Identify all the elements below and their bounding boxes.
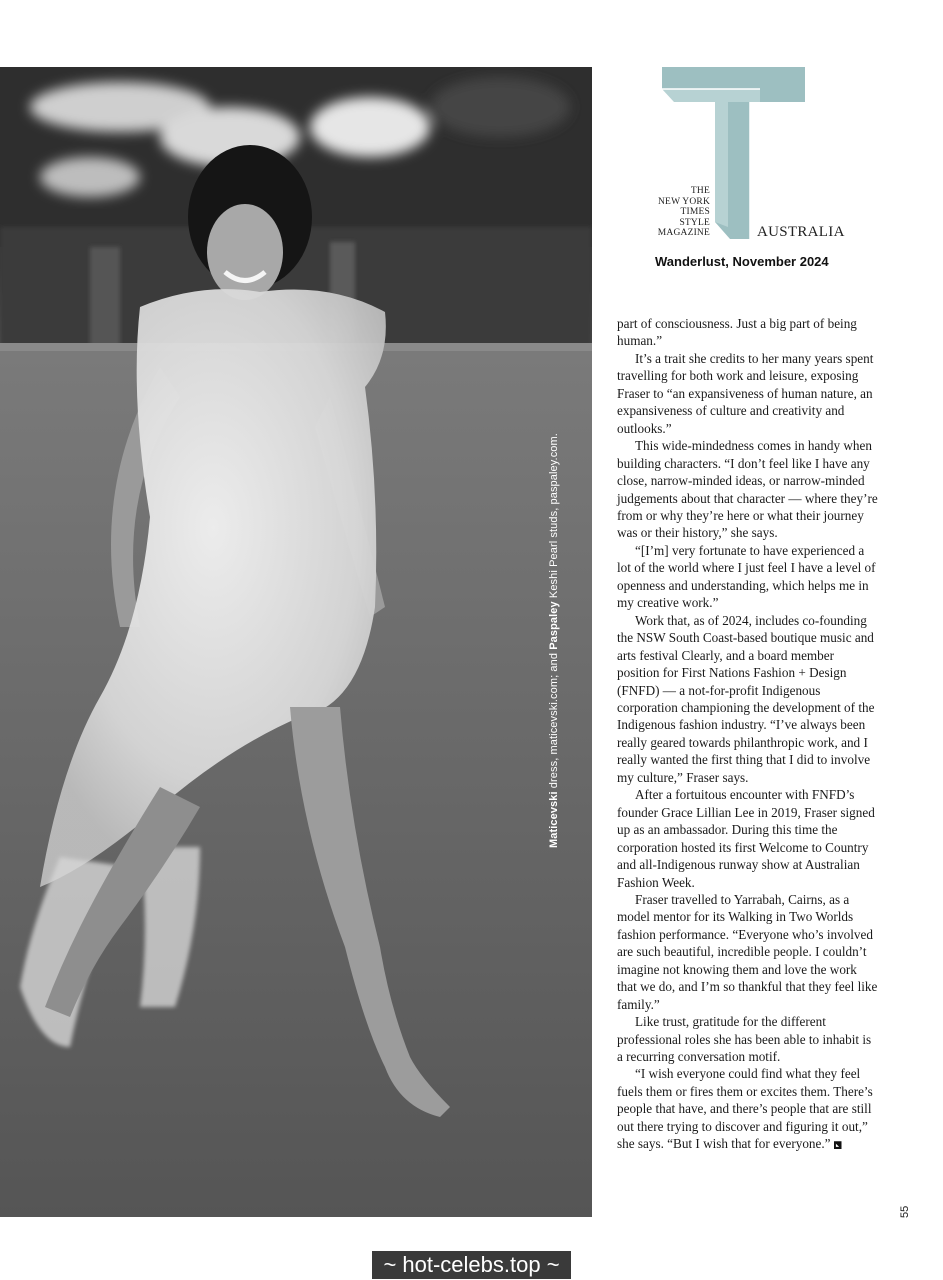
credit-text-2: Keshi Pearl studs, paspaley.com. xyxy=(548,433,560,602)
watermark: ~ hot-celebs.top ~ xyxy=(372,1251,571,1279)
paragraph: Work that, as of 2024, includes co-founding the NSW South Coast-based boutique music and arts festival Clearly, and a board member position for First Nations Fashion + Design (FNFD) — a not-for-profit Indigenous corporation championing the development of the Indigenous fashion industry. “I’ve always been really geared towards philanthropic work, and I really wanted the first thing that I did to involve my culture,” Fraser says. xyxy=(617,612,875,785)
mast-line-5: MAGAZINE xyxy=(657,228,710,238)
issue-line: Wanderlust, November 2024 xyxy=(655,254,829,269)
mast-line-2: NEW YORK xyxy=(658,196,710,207)
paragraph: part of consciousness. Just a big part of being human.” xyxy=(617,316,857,349)
editorial-photo xyxy=(0,67,592,1217)
paragraph-last-text: “I wish everyone could find what they feel fuels them or fires them or excites them. There’s people that have, and there’s people that are still out there trying to discover and figuring it out,” she says. “But I wish that for everyone.” xyxy=(617,1066,873,1152)
page-number: 55 xyxy=(899,1205,911,1218)
t-magazine-logo xyxy=(657,67,845,247)
credit-brand-maticevski: Maticevski xyxy=(548,791,560,848)
nyt-style-magazine-text xyxy=(630,186,710,239)
paragraph: Like trust, gratitude for the different professional roles she has been able to inhabit is a recurring conversation motif. xyxy=(617,1014,872,1065)
paragraph: “[I’m] very fortunate to have experienced a lot of the world where I just feel I have a level of openness and understanding, which helps me in my creative work.” xyxy=(617,542,876,611)
credit-text-1: dress, maticevski.com; and xyxy=(548,649,560,792)
paragraph: It’s a trait she credits to her many years spent travelling for both work and leisure, exposing Fraser to “an expansiveness of human nature, an expansiveness of culture and creativity and outlooks.” xyxy=(617,350,874,436)
article-body xyxy=(617,315,879,1153)
edition-label: AUSTRALIA xyxy=(757,224,845,240)
paragraph: Fraser travelled to Yarrabah, Cairns, as a model mentor for its Walking in Two Worlds fashion performance. “Everyone who’s involved are such beautiful, incredible people. I couldn’t imagine not knowing them and love the work that we do, and I’m so thankful that they feel like family.” xyxy=(617,891,878,1012)
mast-line-1: THE xyxy=(690,186,710,196)
paragraph: This wide-mindedness comes in handy when building characters. “I don’t feel like I have any close, narrow-minded ideas, or narrow-minded judgements about that character — where they’re from or why they’re here or what their journey was or their history,” she says. xyxy=(617,438,878,541)
credit-brand-paspaley: Paspaley xyxy=(548,601,560,650)
photo-credit xyxy=(548,433,560,848)
mast-line-3: TIMES xyxy=(680,207,710,217)
end-of-article-icon xyxy=(834,1141,842,1149)
running-woman-photo xyxy=(0,67,592,1217)
paragraph: After a fortuitous encounter with FNFD’s founder Grace Lillian Lee in 2019, Fraser signed up as an ambassador. During this time the corporation hosted its first Welcome to Country and all-Indigenous runway show at Australian Fashion Week. xyxy=(617,787,875,890)
mast-line-4: STYLE xyxy=(679,217,710,228)
paragraph-last xyxy=(617,1065,879,1152)
